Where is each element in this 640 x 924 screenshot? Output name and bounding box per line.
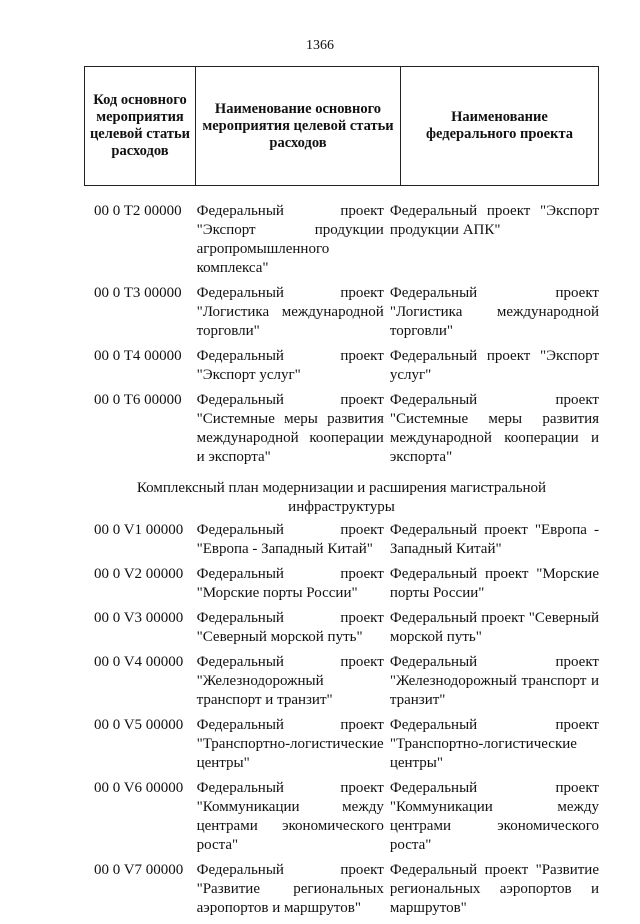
table-row bbox=[84, 861, 599, 918]
row-code: 00 0 T4 00000 bbox=[94, 348, 182, 364]
row-event-name: Федеральный проект "Коммуникации между центрами экономического роста" bbox=[196, 780, 384, 853]
row-code: 00 0 T3 00000 bbox=[94, 285, 182, 301]
table-row bbox=[84, 609, 599, 647]
row-event-name: Федеральный проект "Северный морской путь" bbox=[196, 610, 384, 645]
row-code: 00 0 V6 00000 bbox=[94, 780, 184, 796]
table-body bbox=[84, 202, 599, 924]
row-event-name: Федеральный проект "Морские порты России" bbox=[196, 566, 384, 601]
row-code: 00 0 V7 00000 bbox=[94, 862, 184, 878]
row-event-name: Федеральный проект "Развитие региональных аэропортов и маршрутов" bbox=[196, 862, 384, 916]
row-event-name: Федеральный проект "Транспортно-логистические центры" bbox=[196, 717, 384, 771]
row-code: 00 0 V3 00000 bbox=[94, 610, 184, 626]
row-project-name: Федеральный проект "Логистика международной торговли" bbox=[389, 285, 599, 339]
row-code: 00 0 T2 00000 bbox=[94, 203, 182, 219]
row-project-name: Федеральный проект "Коммуникации между центрами экономического роста" bbox=[389, 780, 599, 853]
page-number: 1366 bbox=[306, 38, 334, 53]
row-group-export bbox=[84, 202, 599, 467]
table-row bbox=[84, 347, 599, 385]
row-project-name: Федеральный проект "Развитие региональных аэропортов и маршрутов" bbox=[389, 862, 599, 916]
row-project-name: Федеральный проект "Экспорт продукции АПК" bbox=[389, 203, 599, 238]
table-row bbox=[84, 779, 599, 855]
row-event-name: Федеральный проект "Экспорт продукции агропромышленного комплекса" bbox=[196, 203, 384, 276]
row-code: 00 0 V1 00000 bbox=[94, 522, 184, 538]
row-project-name: Федеральный проект "Экспорт услуг" bbox=[389, 348, 599, 383]
row-event-name: Федеральный проект "Системные меры развития международной кооперации и экспорта" bbox=[196, 392, 384, 465]
section-title bbox=[84, 479, 599, 517]
row-event-name: Федеральный проект "Железнодорожный транспорт и транзит" bbox=[196, 654, 384, 708]
row-code: 00 0 V4 00000 bbox=[94, 654, 184, 670]
section-title-line2: инфраструктуры bbox=[288, 499, 395, 515]
section-title-line1: Комплексный план модернизации и расширения магистральной bbox=[136, 480, 547, 496]
table-row bbox=[84, 521, 599, 559]
table-row bbox=[84, 565, 599, 603]
row-project-name: Федеральный проект "Транспортно-логистические центры" bbox=[389, 717, 599, 771]
table-row bbox=[84, 391, 599, 467]
row-group-infrastructure bbox=[84, 521, 599, 918]
row-project-name: Федеральный проект "Северный морской путь" bbox=[389, 610, 599, 645]
row-code: 00 0 T6 00000 bbox=[94, 392, 182, 408]
row-event-name: Федеральный проект "Логистика международной торговли" bbox=[196, 285, 384, 339]
header-project-name: Наименование федерального проекта bbox=[401, 67, 599, 186]
row-project-name: Федеральный проект "Морские порты России" bbox=[389, 566, 599, 601]
row-code: 00 0 V2 00000 bbox=[94, 566, 184, 582]
table-row bbox=[84, 653, 599, 710]
table-row bbox=[84, 202, 599, 278]
row-code: 00 0 V5 00000 bbox=[94, 717, 184, 733]
row-event-name: Федеральный проект "Экспорт услуг" bbox=[196, 348, 384, 383]
row-project-name: Федеральный проект "Системные меры развития международной кооперации и экспорта" bbox=[389, 392, 599, 465]
table-row bbox=[84, 284, 599, 341]
table-header bbox=[84, 66, 599, 186]
row-event-name: Федеральный проект "Европа - Западный Китай" bbox=[196, 522, 384, 557]
row-project-name: Федеральный проект "Железнодорожный транспорт и транзит" bbox=[389, 654, 599, 708]
row-project-name: Федеральный проект "Европа - Западный Китай" bbox=[389, 522, 599, 557]
header-event-name: Наименование основного мероприятия целевой статьи расходов bbox=[196, 67, 401, 186]
header-code: Код основного мероприятия целевой статьи расходов bbox=[85, 67, 196, 186]
table-row bbox=[84, 716, 599, 773]
